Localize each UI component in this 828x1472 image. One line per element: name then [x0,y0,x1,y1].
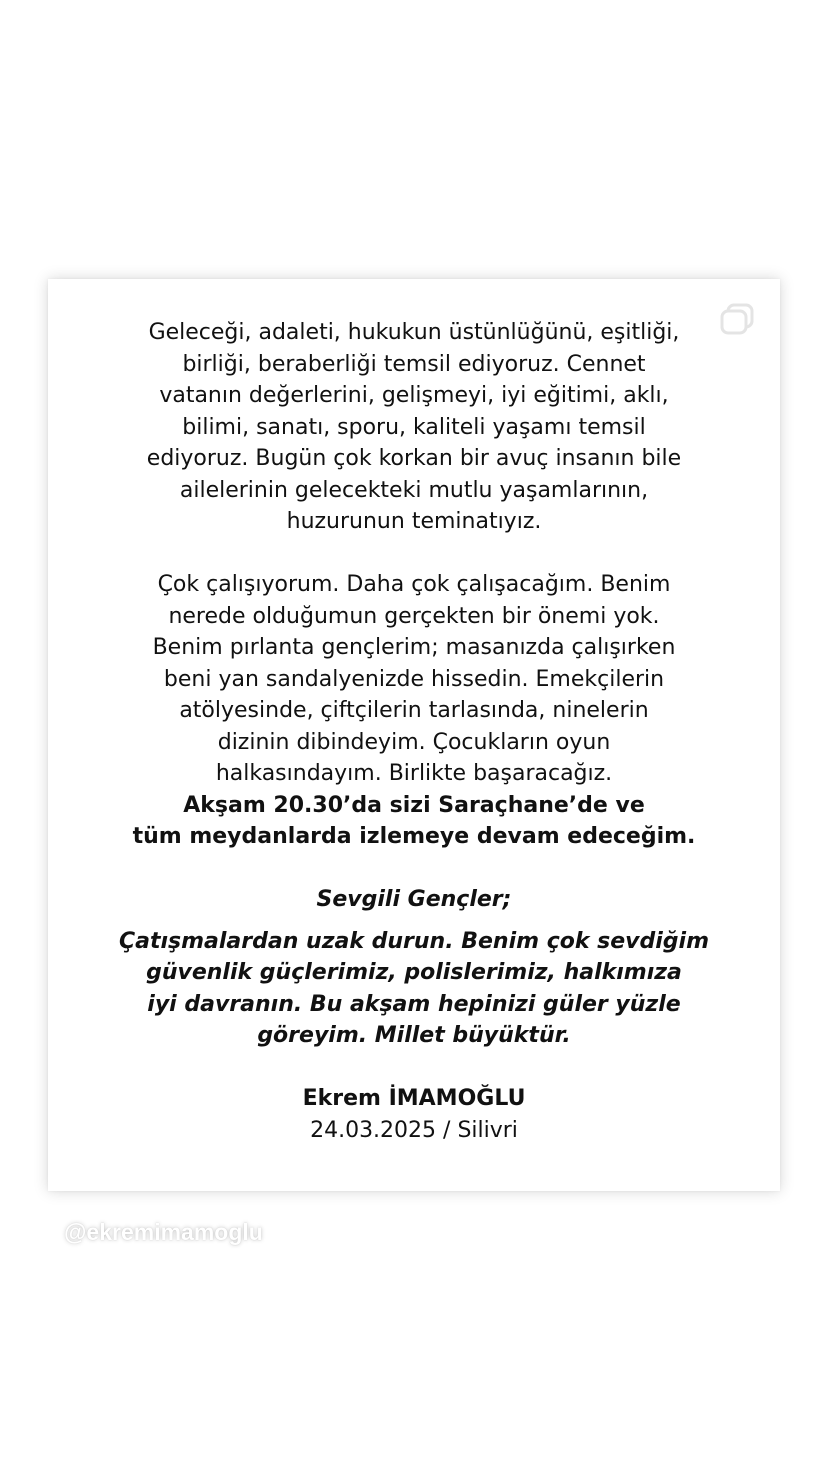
paragraph-2-line: beni yan sandalyenizde hissedin. Emekçilerin [163,666,665,692]
paragraph-2-line: dizinin dibindeyim. Çocukların oyun [217,729,611,755]
paragraph-spacer [48,538,780,570]
paragraph-2-line: atölyesinde, çiftçilerin tarlasında, ninelerin [179,698,649,723]
paragraph-2-line: Çok çalışıyorum. Daha çok çalışacağım. Benim [157,572,671,597]
paragraph-2-line: nerede olduğumun gerçekten bir önemi yok. [168,603,660,629]
paragraph-1-line: ailelerinin gelecekteki mutlu yaşamlarının, [179,477,649,503]
paragraph-1 [48,317,780,538]
paragraph-2 [48,569,780,853]
appeal-line: güvenlik güçlerimiz, polislerimiz, halkımıza [146,960,682,985]
paragraph-2-line: Benim pırlanta gençlerim; masanızda çalışırken [152,635,676,660]
paragraph-2-line: halkasındayım. Birlikte başaracağız. [215,761,613,786]
paragraph-1-line: Geleceği, adaleti, hukukun üstünlüğünü, eşitliği, [148,320,680,345]
username-watermark: @ekremimamoglu [64,1219,263,1245]
paragraph-1-line: vatanın değerlerini, gelişmeyi, iyi eğitimi, aklı, [159,383,669,408]
paragraph-1-line: huzurunun teminatıyız. [286,509,542,534]
paragraph-spacer [48,1052,780,1084]
signature-date-place: 24.03.2025 / Silivri [310,1117,518,1143]
appeal-line: iyi davranın. Bu akşam hepinizi güler yüzle [147,991,681,1017]
paragraph-1-line: bilimi, sanatı, sporu, kaliteli yaşamı temsil [182,414,646,440]
signature-name: Ekrem İMAMOĞLU [302,1086,526,1111]
paragraph-2-bold-line: tüm meydanlarda izlemeye devam edeceğim. [132,824,696,849]
appeal-line: Çatışmalardan uzak durun. Benim çok sevdiğim [118,928,710,954]
salutation: Sevgili Gençler; [316,887,512,912]
appeal-paragraph [48,926,780,1052]
paragraph-spacer [48,853,780,885]
paragraph-1-line: ediyoruz. Bugün çok korkan bir avuç insanın bile [146,446,682,471]
paragraph-2-bold-line: Akşam 20.30’da sizi Saraçhane’de ve [183,792,645,818]
letter-body [48,317,780,1146]
paragraph-1-line: birliği, beraberliği temsil ediyoruz. Cennet [182,351,646,377]
appeal-line: göreyim. Millet büyüktür. [257,1023,571,1048]
paragraph-spacer [48,916,780,926]
shared-post-card[interactable] [48,279,780,1191]
